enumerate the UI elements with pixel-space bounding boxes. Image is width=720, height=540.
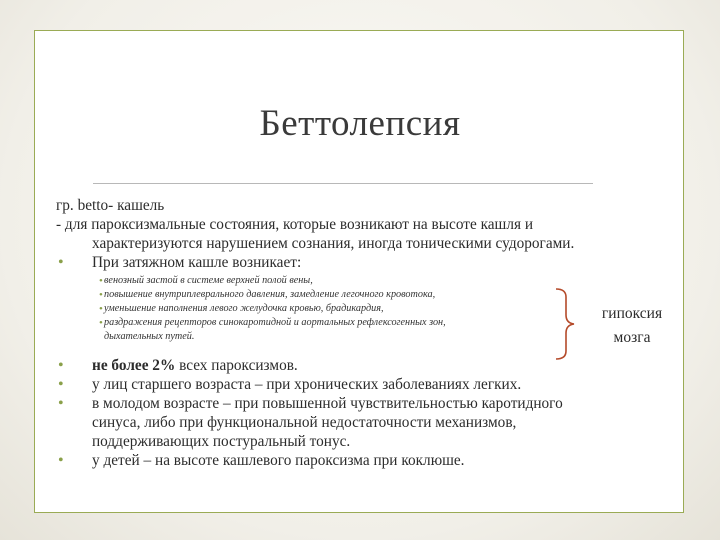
bullet-icon: •	[58, 254, 64, 271]
brace-label-line-1: гипоксия	[601, 305, 663, 322]
slide-title: Беттолепсия	[259, 103, 461, 144]
bullet-elderly	[56, 375, 684, 394]
sub-bullet-icon: •	[99, 303, 103, 315]
bullet-text-line: в молодом возрасте – при повышенной чувствительностью каротидного	[92, 395, 563, 412]
slide-body	[56, 196, 684, 470]
bullet-icon: •	[58, 395, 64, 412]
bullet-text-line: поддерживающих постуральный тонус.	[92, 433, 351, 450]
sub-bullet-icon: •	[99, 275, 103, 287]
bullet-icon: •	[58, 376, 64, 393]
frequency-bold-text: не более 2%	[92, 357, 176, 374]
bullet-text: у лиц старшего возраста – при хронических заболеваниях легких.	[92, 376, 522, 393]
bullet-text: При затяжном кашле возникает:	[92, 254, 302, 271]
sub-item: раздражения рецепторов синокаротидной и аортальных рефлексогенных зон,	[104, 317, 446, 328]
sub-item: уменьшение наполнения левого желудочка кровью, брадикардия,	[104, 303, 384, 314]
bullet-young	[56, 394, 684, 451]
title-divider	[93, 183, 593, 184]
sub-item: повышение внутриплеврального давления, замедление легочного кровотока,	[104, 289, 436, 300]
intro-line-2: - для пароксизмальные состояния, которые возникают на высоте кашля и	[56, 216, 534, 233]
sub-bullet-icon: •	[99, 317, 103, 329]
bullet-icon: •	[58, 452, 64, 469]
bullet-text-line: синуса, либо при функциональной недостаточности механизмов,	[92, 414, 517, 431]
sub-item: венозный застой в системе верхней полой вены,	[104, 275, 313, 286]
bullet-children	[56, 451, 684, 470]
intro-line-3: характеризуются нарушением сознания, иногда тоническими судорогами.	[92, 235, 575, 252]
bullet-frequency	[56, 356, 684, 375]
sub-item-continuation: дыхательных путей.	[104, 331, 195, 342]
bullet-icon: •	[58, 357, 64, 374]
bullet-prolonged-cough	[56, 253, 684, 272]
intro-line-1: гр. betto- кашель	[56, 197, 165, 214]
sub-list	[56, 274, 684, 356]
brace-label-line-2: мозга	[613, 329, 651, 346]
sub-bullet-icon: •	[99, 289, 103, 301]
bracket-icon	[542, 285, 582, 363]
frequency-text: всех пароксизмов.	[175, 357, 298, 374]
bullet-text: у детей – на высоте кашлевого пароксизма при коклюше.	[92, 452, 465, 469]
